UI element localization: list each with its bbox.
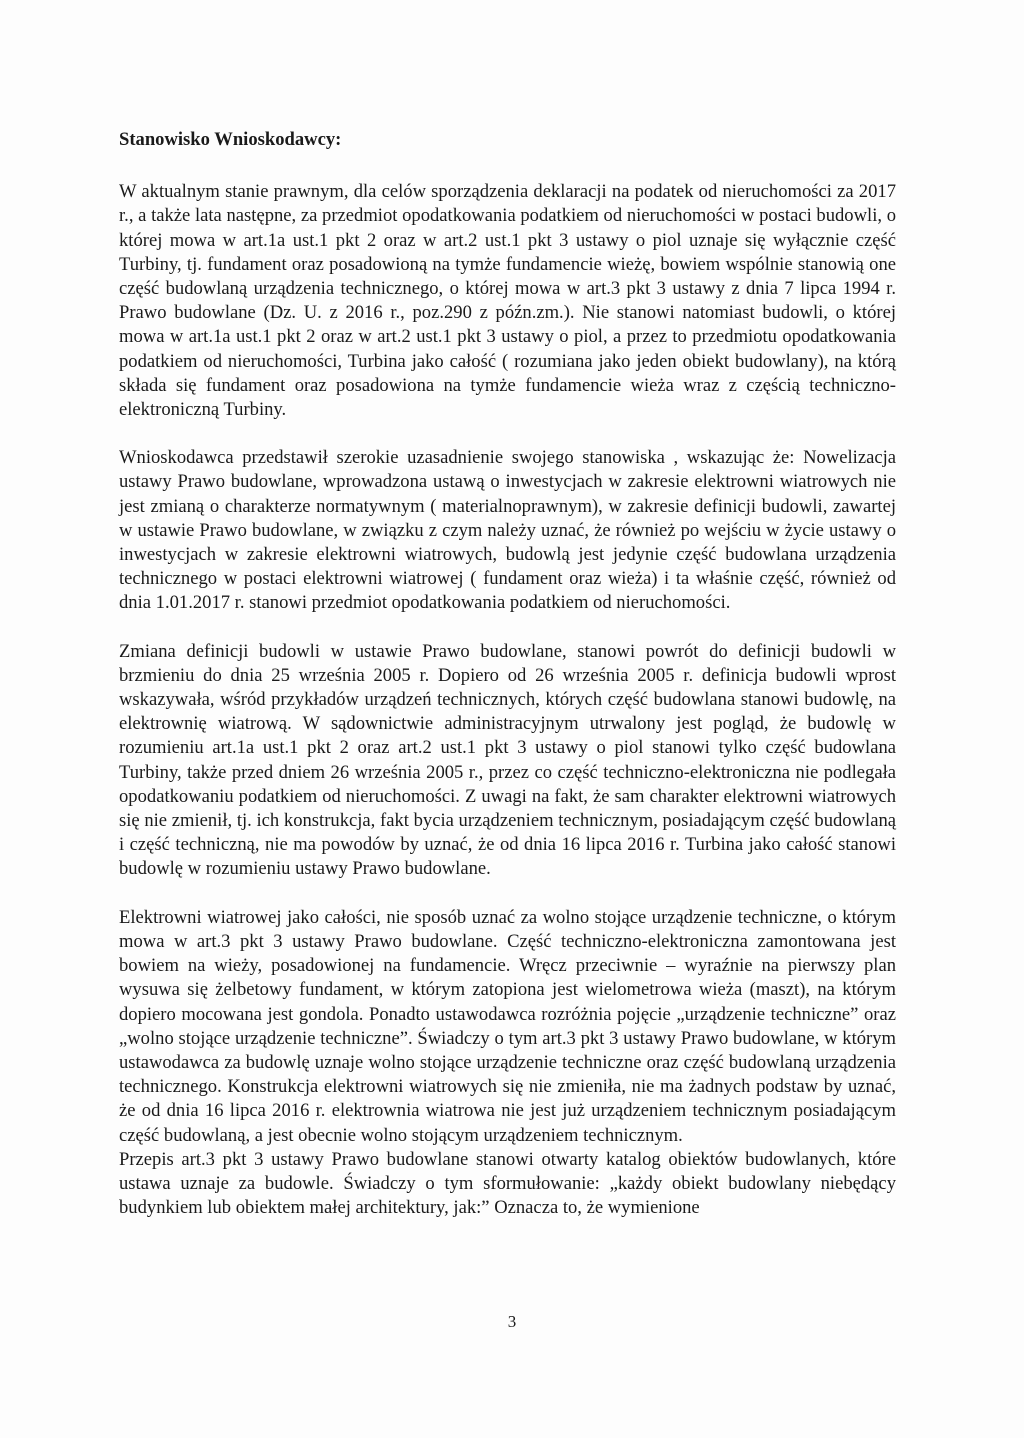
paragraph-open-catalogue: Przepis art.3 pkt 3 ustawy Prawo budowlane stanowi otwarty katalog obiektów budowlanych, które ustawa uznaje za budowle. Świadczy o tym sformułowanie: „każdy obiekt budowlany niebędący budynkiem lub obiektem małej architektury, jak:” Oznacza to, że wymienione [119, 1148, 896, 1219]
paragraph-justification: Wnioskodawca przedstawił szerokie uzasadnienie swojego stanowiska , wskazując że: Nowelizacja ustawy Prawo budowlane, wprowadzona ustawą o inwestycjach w zakresie elektrowni wiatrowych nie jest zmianą o charakterze normatywnym ( materialnoprawnym), w zakresie definicji budowli, zawartej w ustawie Prawo budowlane, w związku z czym należy uznać, że również po wejściu w życie ustawy o inwestycjach w zakresie elektrowni wiatrowych, budowlą jest jedynie część budowlana urządzenia technicznego w postaci elektrowni wiatrowej ( fundament oraz wieża) i ta właśnie część, również od dnia 1.01.2017 r. stanowi przedmiot opodatkowania podatkiem od nieruchomości. [119, 447, 896, 614]
paragraph-wind-turbine-whole: Elektrowni wiatrowej jako całości, nie sposób uznać za wolno stojące urządzenie techniczne, o którym mowa w art.3 pkt 3 ustawy Prawo budowlane. Część techniczno-elektroniczna zamontowana jest bowiem na wieży, posadowionej na fundamencie. Wręcz przeciwnie – wyraźnie na pierwszy plan wysuwa się żelbetowy fundament, w którym zatopiona jest wielometrowa wieża (maszt), na którym dopiero mocowana jest gondola. Ponadto ustawodawca rozróżnia pojęcie „urządzenie techniczne” oraz „wolno stojące urządzenie techniczne”. Świadczy o tym art.3 pkt 3 ustawy Prawo budowlane, w którym ustawodawca za budowlę uznaje wolno stojące urządzenie techniczne oraz część budowlaną urządzenia technicznego. Konstrukcja elektrowni wiatrowych się nie zmieniła, nie ma żadnych podstaw by uznać, że od dnia 16 lipca 2016 r. elektrownia wiatrowa nie jest już urządzeniem technicznym posiadającym część budowlaną, a jest obecnie wolno stojącym urządzeniem technicznym. [119, 906, 896, 1146]
paragraph-definition-change: Zmiana definicji budowli w ustawie Prawo budowlane, stanowi powrót do definicji budowli w brzmieniu do dnia 25 września 2005 r. Dopiero od 26 września 2005 r. definicja budowli wprost wskazywała, wśród przykładów urządzeń technicznych, których część budowlana stanowi budowlę, na elektrownię wiatrową. W sądownictwie administracyjnym utrwalony jest pogląd, że budowlę w rozumieniu art.1a ust.1 pkt 2 oraz art.2 ust.1 pkt 3 ustawy o piol stanowi tylko część budowlana Turbiny, także przed dniem 26 września 2005 r., przez co część techniczno-elektroniczna nie podlegała opodatkowaniu podatkiem od nieruchomości. Z uwagi na fakt, że sam charakter elektrowni wiatrowych się nie zmienił, tj. ich konstrukcja, fakt bycia urządzeniem technicznym, posiadającym część budowlaną i część techniczną, nie ma powodów by uznać, że od dnia 16 lipca 2016 r. Turbina jako całość stanowi budowlę w rozumieniu ustawy Prawo budowlane. [119, 640, 896, 880]
page-number: 3 [507, 1312, 517, 1331]
paragraph-applicant-position: W aktualnym stanie prawnym, dla celów sporządzenia deklaracji na podatek od nieruchomości za 2017 r., a także lata następne, za przedmiot opodatkowania podatkiem od nieruchomości w postaci budowli, o której mowa w art.1a ust.1 pkt 2 oraz w art.2 ust.1 pkt 3 ustawy o piol uznaje się wyłącznie część Turbiny, tj. fundament oraz posadowioną na tymże fundamencie wieżę, bowiem wspólnie stanowią one część budowlaną urządzenia technicznego, o której mowa w art.3 pkt 3 ustawy z dnia 7 lipca 1994 r. Prawo budowlane (Dz. U. z 2016 r., poz.290 z późn.zm.). Nie stanowi natomiast budowli, o której mowa w art.1a ust.1 pkt 2 oraz w art.2 ust.1 pkt 3 ustawy o piol, a przez to przedmiotu opodatkowania podatkiem od nieruchomości, Turbina jako całość ( rozumiana jako jeden obiekt budowlany), na którą składa się fundament oraz posadowiona na tymże fundamencie wieża wraz z częścią techniczno-elektroniczną Turbiny. [119, 181, 896, 421]
section-heading: Stanowisko Wnioskodawcy: [119, 129, 342, 150]
document-body [119, 128, 896, 1220]
